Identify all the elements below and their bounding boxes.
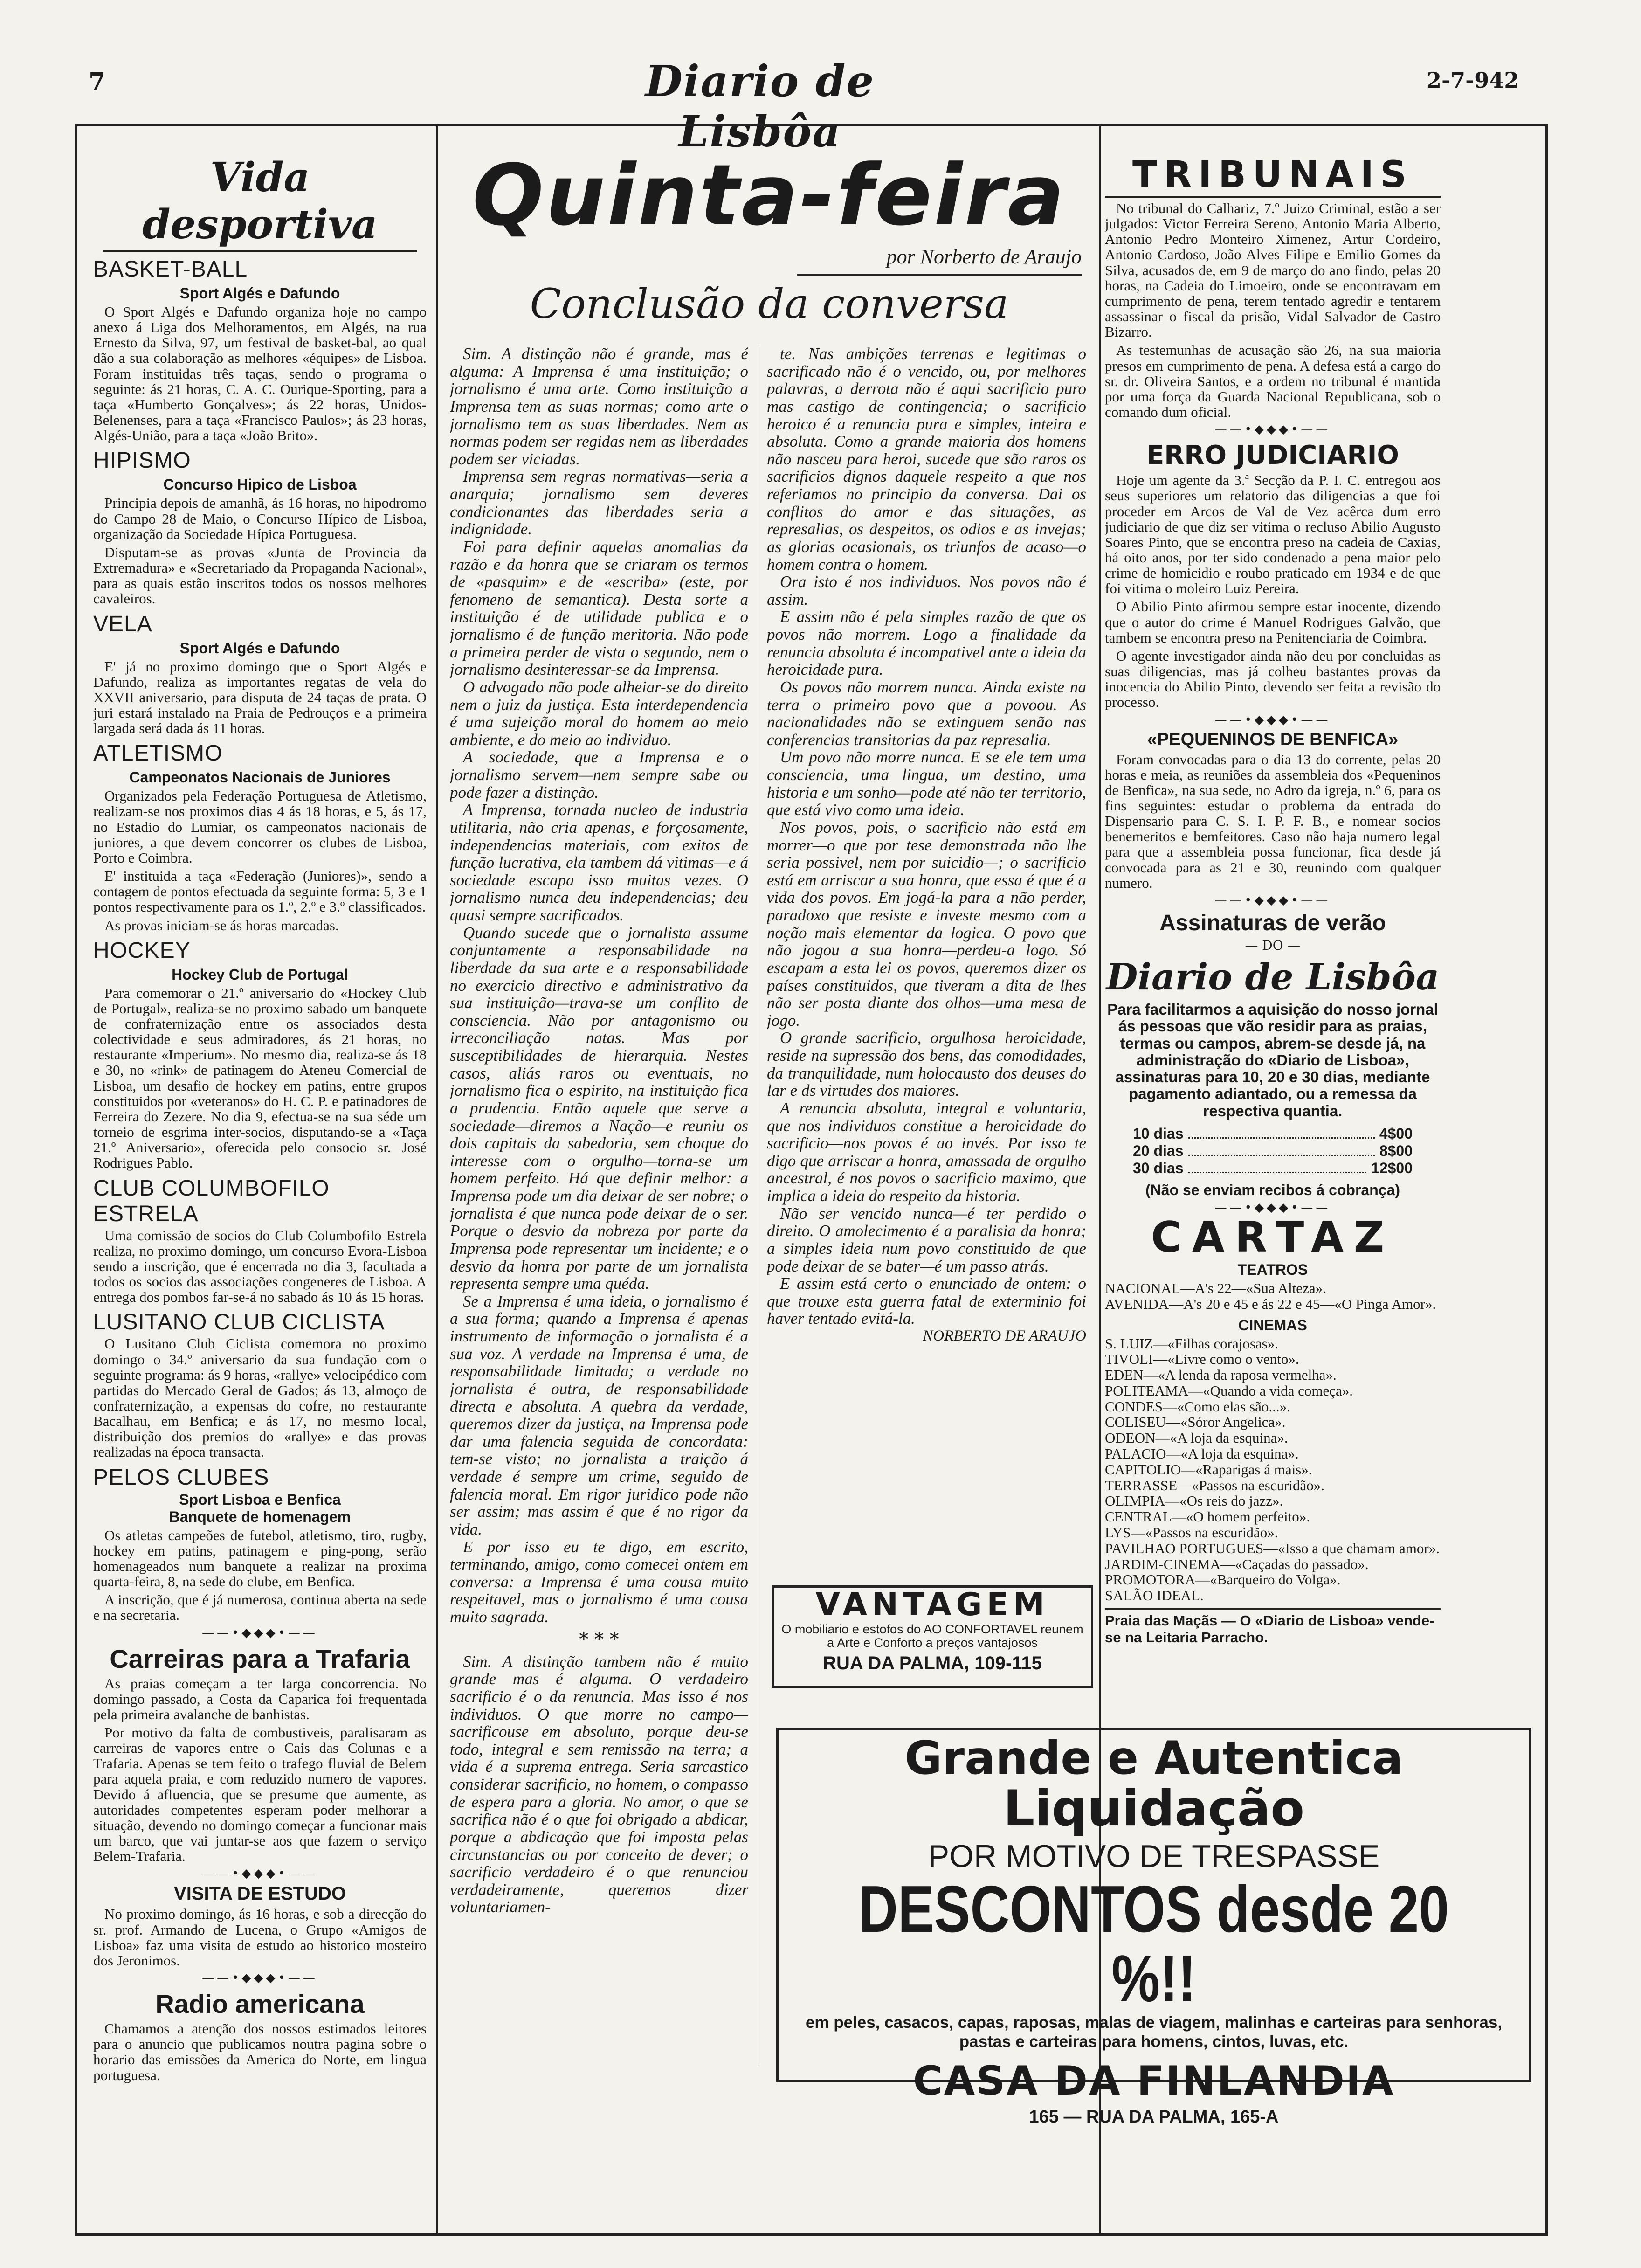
cinema-item: CENTRAL—«O homem perfeito». — [1105, 1508, 1310, 1525]
price-label: 10 dias — [1133, 1125, 1184, 1142]
trafaria-text-2: Por motivo da falta de combustiveis, paralisaram as carreiras de vapores entre o Cais das Colunas e a Trafaria. Apenas se tem feito o trafego fluvial de Belem para aquela praia, e com reduzido numero de vapores. Devido á afluencia, que se presume que aumente, as autoridades competentes esperam poder melhorar a situação, devendo no domingo começar a funcionar mais um barco, que vai juntar-se aos que fazem o serviço Belem-Trafaria. — [93, 1724, 427, 1865]
basketball-text: O Sport Algés e Dafundo organiza hoje no campo anexo á Liga dos Melhoramentos, em Algés, na rua Ernesto da Silva, 97, um festival de basket-bal, ao qual dão a sua colaboração as melhores «équipes» de Lisboa. Foram instituidas três taças, sendo o programa o seguinte: ás 21 horas, C. A. C. Ourique-Sporting, para a taça «Humberto Gonçalves»; ás 22 horas, Unidos-Belenenses, para a taça «Francisco Paulos»; ás 23 horas, Algés-União, para a taça «João Brito». — [93, 304, 427, 444]
price-value: 12$00 — [1371, 1160, 1413, 1177]
teatro-item: AVENIDA—A's 20 e 45 e ás 22 e 45—«O Pinga Amor». — [1105, 1295, 1436, 1312]
cinema-item: LYS—«Passos na escuridão». — [1105, 1524, 1278, 1541]
feature-paragraph: Nos povos, pois, o sacrificio não está em morrer—o que por tese demonstrada não lhe seria possivel, nem por suicidio—; o sacrificio está em arriscar a sua honra, que essa é que é a vida dos povos. Em jogá-la para a não perder, paradoxo que resiste e investe mesmo com a noção mais elementar da logica. O povo que não jogou a sua honra—perdeu-a logo. Só escapam a esta lei os povos, queremos dizer os países constituidos, que tiveram a dita de lhes não ser posta diante dos olhos—uma mesa de jogo. — [767, 818, 1086, 1030]
column-rule-left — [436, 126, 438, 2233]
teatros-list — [1105, 1280, 1441, 1312]
erro-text-1: Hoje um agente da 3.ª Secção da P. I. C. entregou aos seus superiores um relatorio das diligencias a que foi proceder em Arcos de Val de Vez acêrca dum erro judiciario de que diz ser vitima o recluso Abilio Augusto Soares Pinto, que se encontra preso na cadeia de Caxias, há oito anos, por ter sido condenado a pena maior pelo crime de homicidio e roubo praticado em 1934 e de que foi vitima o moleiro Luiz Pereira. — [1105, 472, 1441, 597]
price-row — [1133, 1160, 1413, 1177]
author-signature: NORBERTO DE ARAUJO — [923, 1328, 1086, 1344]
tribunais-title: TRIBUNAIS — [1105, 154, 1441, 198]
cinemas-list — [1105, 1336, 1441, 1604]
ornament-divider: ——•◆◆◆•—— — [1214, 1201, 1331, 1215]
ornament-divider: ——•◆◆◆•—— — [202, 1625, 318, 1640]
trafaria-text-1: As praias começam a ter larga concorrencia. No domingo passado, a Costa da Caparica foi frequentada pela primeira avalanche de banhistas. — [93, 1675, 427, 1722]
section-pelos-clubes: PELOS CLUBES — [93, 1465, 269, 1490]
dot-leader — [1188, 1142, 1375, 1156]
visita-text: No proximo domingo, ás 16 horas, e sob a direcção do sr. prof. Armando de Lucena, o Grupo «Amigos de Lisboa» faz uma visita de estudo ao historico mosteiro dos Jeronimos. — [93, 1906, 427, 1969]
erro-text-3: O agente investigador ainda não deu por concluidas as suas diligencias, mas já colheu bastantes provas da inocencia do Abilio Pinto, devendo ser feita a revisão do processo. — [1105, 647, 1441, 711]
feature-paragraph: E assim não é pela simples razão de que os povos não morrem. Logo a finalidade da renuncia absoluta é incompativel ante a ideia da heroicidade pura. — [767, 608, 1086, 679]
feature-paragraph: Sim. A distinção não é grande, mas é alguma: A Imprensa é uma instituição; o jornalismo é uma arte. Como instituição a Imprensa tem as suas normas; como arte o jornalismo tem as suas liberdades. Nem as normas podem ser regidas nem as liberdades podem ser viciadas. — [450, 345, 748, 468]
liquidacao-ad — [776, 1728, 1531, 2127]
atletismo-text-2: E' instituida a taça «Federação (Juniores)», sendo a contagem de pontos efectuada da seguinte forma: 5, 3 e 1 pontos respectivamente para os 1.º, 2.º e 3.º classificados. — [93, 868, 427, 915]
liquidacao-address: 165 — RUA DA PALMA, 165-A — [1029, 2107, 1279, 2127]
masthead: Diario de Lisbôa — [645, 56, 875, 157]
vela-subtitle: Sport Algés e Dafundo — [179, 639, 340, 657]
basketball-subtitle: Sport Algés e Dafundo — [179, 285, 340, 302]
news-column — [1105, 154, 1441, 1714]
assinaturas-do: — DO — — [1245, 937, 1301, 953]
issue-date: 2-7-942 — [1427, 68, 1519, 93]
liquidacao-items: em peles, casacos, capas, raposas, malas de viagem, malinhas e carteiras para senhoras, pastas e carteiras para homens, cintos, luvas, etc. — [805, 2013, 1503, 2051]
columbofilo-text: Uma comissão de socios do Club Columbofilo Estrela realiza, no proximo domingo, um concurso Evora-Lisboa sendo a inscrição, que é encerrada no dia 3, facultada a todos os socios das associações congeneres de Lisboa. A entrega dos pombos far-se-á no sabado ás 10 ás 15 horas. — [93, 1227, 427, 1306]
cartaz-title: CARTAZ — [1151, 1213, 1395, 1262]
liquidacao-title-1: Grande e Autentica — [904, 1732, 1403, 1785]
price-label: 30 dias — [1133, 1160, 1184, 1177]
feature-paragraph: Se a Imprensa é uma ideia, o jornalismo é a sua forma; quando a Imprensa é apenas instrumento de informação o jornalista é a sua voz. A verdade na Imprensa é uma, de responsabilidade limitada; a verdade no jornalista é outra, de responsabilidade directa e absoluta. A quebra da verdade, queremos dizer da justiça, na Imprensa pode dar uma falencia seguida de concordata: tem-se visto; no jornalista a traição á verdade é sempre um crime, seguido de falencia moral. Em rigor juridico pode não ser assim; mas assim é que é no rigor da vida. — [450, 1292, 748, 1538]
feature-paragraph: Os povos não morrem nunca. Ainda existe na terra o primeiro povo que a povoou. As nacionalidades não se extinguem senão nas conferencias transitorias da paz represalia. — [767, 678, 1086, 749]
vantagem-title: VANTAGEM — [815, 1586, 1049, 1623]
dot-leader — [1188, 1125, 1375, 1139]
liquidacao-descontos: DESCONTOS desde 20 %!! — [858, 1872, 1449, 2016]
liquidacao-title-2: Liquidação — [1003, 1779, 1305, 1837]
feature-paragraph: te. Nas ambições terrenas e legitimas o sacrificado não é o vencido, ou, por melhores palavras, a derrota não é aqui sacrificio puro mas castigo de contingencia; o sacrificio heroico é a renuncia pura e simples, inteira e absoluta. Como a grande maioria dos homens não nasceu para heroi, sucede que são raros os sacrificios dignos daquele respeito a que nos referiamos no principio da conversa. Dai os conflitos do amor e das situações, as represalias, os despeitos, os odios e as invejas; as glorias ocasionais, os triunfos de acaso—o homem contra o homem. — [767, 345, 1086, 574]
feature-column-2 — [767, 345, 1086, 1576]
price-value: 4$00 — [1379, 1125, 1413, 1142]
vela-text: E' já no proximo domingo que o Sport Algés e Dafundo, realiza as importantes regatas de vela do XXVII aniversario, para disputa de 24 taças de prata. O juri estará instalado na Praia de Pedrouços e a primeira largada será dada ás 11 horas. — [93, 658, 427, 737]
cinema-item: OLIMPIA—«Os reis do jazz». — [1105, 1493, 1283, 1509]
teatros-headline: TEATROS — [1237, 1261, 1308, 1279]
feature-paragraph: Um povo não morre nunca. E se ele tem uma consciencia, uma lingua, um destino, uma historia e um sonho—pode até não ter territorio, que está vivo como uma ideia. — [767, 748, 1086, 819]
cinemas-headline: CINEMAS — [1238, 1316, 1307, 1334]
ornament-divider: ——•◆◆◆•—— — [202, 1971, 318, 1985]
atletismo-text-3: As provas iniciam-se ás horas marcadas. — [104, 917, 339, 933]
pelos-subtitle-1: Sport Lisboa e Benfica — [179, 1491, 341, 1508]
cinema-item: EDEN—«A lenda da raposa vermelha». — [1105, 1367, 1337, 1383]
assinaturas-headline: Assinaturas de verão — [1159, 910, 1386, 935]
dot-leader — [1188, 1160, 1367, 1173]
price-list — [1133, 1125, 1413, 1177]
section-atletismo: ATLETISMO — [93, 741, 223, 766]
cinema-item: SALÃO IDEAL. — [1105, 1587, 1204, 1604]
atletismo-subtitle: Campeonatos Nacionais de Juniores — [129, 769, 391, 786]
cinema-item: COLISEU—«Sóror Angelica». — [1105, 1414, 1286, 1431]
section-hockey: HOCKEY — [93, 938, 191, 963]
price-row — [1133, 1142, 1413, 1160]
trafaria-headline: Carreiras para a Trafaria — [110, 1644, 410, 1673]
feature-subtitle: Conclusão da conversa — [530, 280, 1009, 328]
price-row — [1133, 1125, 1413, 1142]
pequeninos-text: Foram convocadas para o dia 13 do corrente, pelas 20 horas e meia, as reuniões da assembleia dos «Pequeninos de Benfica», na sua sede, no Adro da igreja, n.º 6, para os fins seguintes: estudar o problema da entrada do Dispensario para C. S. I. P. F. B., e nomear socios benemeritos e bemfeitores. Caso não haja numero legal para que a assembleia possa funcionar, fica desde já convocada para as 21 e 30, reunindo com qualquer numero. — [1105, 751, 1441, 891]
ornament-divider: ——•◆◆◆•—— — [1214, 422, 1331, 437]
page-number: 7 — [89, 68, 106, 96]
ornament-divider: ——•◆◆◆•—— — [1214, 893, 1331, 907]
assinaturas-masthead: Diario de Lisbôa — [1106, 955, 1440, 998]
cinema-item: CONDES—«Como elas são...». — [1105, 1398, 1290, 1415]
cinema-item: S. LUIZ—«Filhas corajosas». — [1105, 1335, 1278, 1352]
assinaturas-note: (Não se enviam recibos á cobrança) — [1145, 1182, 1400, 1199]
feature-paragraph: Imprensa sem regras normativas—seria a anarquia; jornalismo sem deveres condicionantes das liberdades seria a indignidade. — [450, 467, 748, 539]
ciclista-text: O Lusitano Club Ciclista comemora no proximo domingo o 34.º aniversario da sua fundação com o seguinte programa: ás 9 horas, «rallye» velocipédico com partidas do Mercado Geral de Gados; ás 13, almoço de confraternização, a expensas do cofre, no restaurante Bacalhau, em Benfica; e ás 17, no mesmo local, distribuição dos premios do «rallye» e das provas realizadas na época transacta. — [93, 1335, 427, 1460]
sports-column — [93, 154, 427, 2224]
feature-paragraph: Não ser vencido nunca—é ter perdido o direito. O amolecimento é a paralisia da honra; a simples ideia num povo constituido de que pode deixar de se bater—é um passo atrás. — [767, 1204, 1086, 1275]
hipismo-subtitle: Concurso Hipico de Lisboa — [163, 476, 357, 493]
feature-paragraph: A sociedade, que a Imprensa e o jornalismo servem—nem sempre sabe ou pode fazer a distinção. — [450, 748, 748, 802]
feature-column-1 — [450, 345, 748, 2075]
feature-paragraph: E por isso eu te digo, em escrito, terminando, amigo, como comecei ontem em conversa: a Imprensa é uma cousa muito respeitavel, mas o jornalismo é uma cousa muito sagrada. — [450, 1537, 748, 1626]
feature-paragraph: E assim está certo o enunciado de ontem: o que trouxe esta guerra fatal de exterminio foi haver tentado evitá-la. — [767, 1274, 1086, 1328]
hockey-subtitle: Hockey Club de Portugal — [172, 966, 348, 983]
section-vela: VELA — [93, 611, 152, 636]
feature-paragraph: O advogado não pode alheiar-se do direito nem o juiz da justiça. Esta interdependencia é uma sujeição moral do homem ao meio ambiente, e do meio ao individuo. — [450, 678, 748, 749]
pequeninos-headline: «PEQUENINOS DE BENFICA» — [1147, 729, 1399, 749]
praia-note: Praia das Maçãs — O «Diario de Lisboa» vende-se na Leitaria Parracho. — [1105, 1608, 1441, 1646]
price-value: 8$00 — [1379, 1142, 1413, 1160]
feature-paragraph: O grande sacrificio, orgulhosa heroicidade, reside na supressão dos bens, das comodidades, da tranquilidade, num holocausto dos deuses do lar e ds virtudes dos maiores. — [767, 1029, 1086, 1100]
vantagem-text: O mobiliario e estofos do AO CONFORTAVEL reunem a Arte e Conforto a preços vantajosos — [781, 1622, 1083, 1650]
hipismo-text-2: Disputam-se as provas «Junta de Provincia da Extremadura» e «Secretariado da Propaganda Nacional», para as quais estão inscritos todos os nossos melhores cavaleiros. — [93, 544, 427, 607]
section-ciclista: LUSITANO CLUB CICLISTA — [93, 1310, 385, 1335]
pelos-subtitle-2: Banquete de homenagem — [169, 1508, 351, 1525]
feature-paragraph: Ora isto é nos individuos. Nos povos não é assim. — [767, 573, 1086, 608]
section-columbofilo: CLUB COLUMBOFILO ESTRELA — [93, 1175, 330, 1226]
feature-title: Quinta-feira — [472, 147, 1066, 244]
cinema-item: POLITEAMA—«Quando a vida começa». — [1105, 1382, 1353, 1399]
section-basketball: BASKET-BALL — [93, 257, 248, 282]
cinema-item: CAPITOLIO—«Raparigas á mais». — [1105, 1461, 1312, 1478]
section-hipismo: HIPISMO — [93, 448, 191, 473]
atletismo-text-1: Organizados pela Federação Portuguesa de Atletismo, realizam-se nos proximos dias 4 ás 18 horas, e 5, ás 17, no Estadio do Lumiar, os campeonatos nacionais de juniores, a que devem concorrer os clubes de Lisboa, Porto e Coimbra. — [93, 788, 427, 866]
stars-separator: * * * — [579, 1628, 619, 1650]
feature-col1-paragraphs — [450, 345, 748, 1626]
cinema-item: TERRASSE—«Passos na escuridão». — [1105, 1477, 1325, 1494]
tribunais-text-1: No tribunal do Calhariz, 7.º Juizo Criminal, estão a ser julgados: Victor Ferreira Sereno, Antonio Maria Alberto, Antonio Pedro Monteiro Ximenez, Artur Cordeiro, Antonio Cardoso, João Alves Filipe e Emilio Gomes da Silva, acusados de, em 9 de março do ano findo, pelas 20 horas, na Cadeia do Limoeiro, onde se encontravam em cumprimento de pena, terem tentado agredir e tentarem assassinar o fiscal da prisão, Vidal Salvador de Castro Bizarro. — [1105, 200, 1441, 340]
ornament-divider: ——•◆◆◆•—— — [202, 1867, 318, 1881]
price-label: 20 dias — [1133, 1142, 1184, 1160]
liquidacao-motivo: POR MOTIVO DE TRESPASSE — [928, 1839, 1380, 1874]
feature-paragraph: Quando sucede que o jornalista assume conjuntamente a responsabilidade na liberdade da sua arte e a responsabilidade no exercicio directivo e administrativo da sua instituição—trava-se um conflito de consciencia. Não por antagonismo ou irreconciliação natas. Mas por susceptibilidades de hierarquia. Nestes casos, aliás raros ou eventuais, no jornalismo fica o espirito, na instituição fica a prudencia. Então aquele que serve a sociedade—diremos a Nação—e reuniu os dois capitais da sabedoria, sem choque do interesse com o orgulho—torna-se um homem perfeito. Há que definir melhor: a Imprensa pode um dia deixar de ser nobre; o jornalista é que nunca pode deixar de o ser. Porque o desvio da nobreza por parte da Imprensa pode representar um incidente; e o desvio da honra por parte de um jornalista representa sempre uma quéda. — [450, 923, 748, 1293]
hockey-text: Para comemorar o 21.º aniversario do «Hockey Club de Portugal», realiza-se no proximo sabado um banquete de confraternização entre os associados desta colectividade e seus admiradores, ás 21 horas, no restaurante «Imperium». No mesmo dia, realiza-se ás 18 e 30, no «rink» de patinagem do Ateneu Comercial de Lisboa, um desafio de hockey em patins, entre grupos constituidos por «veteranos» do H. C. P. e patinadores de Ferreira do Zezere. No dia 9, efectua-se na sua séde um torneio de esgrima inter-socios, disputando-se a «Taça 21.º Aniversario», oferecida pelo consocio sr. José Rodrigues Pablo. — [93, 984, 427, 1171]
erro-headline: ERRO JUDICIARIO — [1146, 440, 1400, 471]
pelos-text-2: A inscrição, que é já numerosa, continua aberta na sede e na secretaria. — [93, 1591, 427, 1624]
feature-paragraph: Foi para definir aquelas anomalias da razão e da honra que se criaram os termos de «pasquim» e de «escriba» (este, por fenomeno de semantica). Desta sorte a instituição é de utilidade publica e o jornalismo é de função meritoria. Não pode a primeira perder de vista o segundo, nem o jornalismo desinteressar-se da Imprensa. — [450, 537, 748, 679]
cinema-item: TIVOLI—«Livre como o vento». — [1105, 1351, 1299, 1368]
byline: por Norberto de Araujo — [886, 245, 1082, 268]
vantagem-address: RUA DA PALMA, 109-115 — [823, 1653, 1042, 1674]
cinema-item: JARDIM-CINEMA—«Caçadas do passado». — [1105, 1556, 1369, 1572]
cinema-item: PAVILHAO PORTUGUES—«Isso a que chamam amor». — [1105, 1540, 1440, 1556]
radio-headline: Radio americana — [155, 1989, 365, 2019]
cinema-item: PROMOTORA—«Barqueiro do Volga». — [1105, 1571, 1341, 1588]
sports-title: Vida desportiva — [103, 154, 417, 252]
tribunais-text-2: As testemunhas de acusação são 26, na sua maioria presos em cumprimento de pena. A defesa está a cargo do sr. dr. Oliveira Santos, e a ordem no tribunal é mantida por uma força da Guarda Nacional Republicana, sob o comando dum oficial. — [1105, 342, 1441, 421]
byline-rule — [797, 274, 1082, 276]
assinaturas-text: Para facilitarmos a aquisição do nosso jornal ás pessoas que vão residir para as praias, termas ou campos, abrem-se desde já, na administração do «Diario de Lisboa», assinaturas para 10, 20 e 30 dias, mediante pagamento adiantado, ou a remessa da respectiva quantia. — [1107, 1000, 1438, 1120]
pelos-text-1: Os atletas campeões de futebol, atletismo, tiro, rugby, hockey em patins, patinagem e ping-pong, serão homenageados num banquete a realizar na proxima quarta-feira, 8, na sede do clube, em Benfica. — [93, 1527, 427, 1590]
feature-paragraph: A renuncia absoluta, integral e voluntaria, que nos individuos constitue a heroicidade do sacrificio—nos povos é ao invés. Por isso te digo que arriscar a honra, amassada de orgulho ancestral, é nos povos o sacrificio maximo, que implica a ideia do respeito da historia. — [767, 1099, 1086, 1205]
vantagem-ad — [772, 1585, 1093, 1688]
liquidacao-store: CASA DA FINLANDIA — [913, 2057, 1395, 2104]
hipismo-text-1: Principia depois de amanhã, ás 16 horas, no hipodromo do Campo 28 de Maio, o Concurso Hípico de Lisboa, organização da Sociedade Hípica Portuguesa. — [93, 495, 427, 542]
ornament-divider: ——•◆◆◆•—— — [1214, 712, 1331, 727]
feature-paragraph: A Imprensa, tornada nucleo de industria utilitaria, não cria apenas, e forçosamente, independencias materiais, com exitos de função lucrativa, ela tambem dá vitimas—e á sociedade escapa isso muitas vezes. O jornalismo nunca deu independencias; deu quasi sempre sacrificados. — [450, 801, 748, 924]
cinema-item: ODEON—«A loja da esquina». — [1105, 1430, 1288, 1446]
radio-text: Chamamos a atenção dos nossos estimados leitores para o anuncio que publicamos noutra pagina sobre o horario das emissões da America do Norte, em lingua portuguesa. — [93, 2020, 427, 2083]
erro-text-2: O Abilio Pinto afirmou sempre estar inocente, dizendo que o autor do crime é Manuel Rodrigues Galvão, que tambem se encontra preso na Penitenciaria de Coimbra. — [1105, 598, 1441, 646]
visita-headline: VISITA DE ESTUDO — [174, 1883, 346, 1904]
cinema-item: PALACIO—«A loja da esquina». — [1105, 1445, 1299, 1462]
teatro-item: NACIONAL—A's 22—«Sua Alteza». — [1105, 1280, 1326, 1297]
feature-col2-paragraphs — [767, 345, 1086, 1328]
feature-col1-ending: Sim. A distinção tambem não é muito grande mas é alguma. O verdadeiro sacrificio é o da renuncia. Mas isso é nos individuos. O que morre no campo—sacrificouse em absoluto, porque deu-se todo, integral e sem remissão na terra; a vida é a suprema entrega. Seria sarcastico considerar sacrificio, no homem, o compasso de espera para a gloria. No amor, o que se sacrifica não é o que foi obrigado a abdicar, porque a abdicação que foi imposta pelas circunstancias ou por conceito de dever; o sacrificio verdadeiro é o que renunciou verdadeiramente, queremos dizer voluntariamen- — [450, 1652, 748, 1916]
